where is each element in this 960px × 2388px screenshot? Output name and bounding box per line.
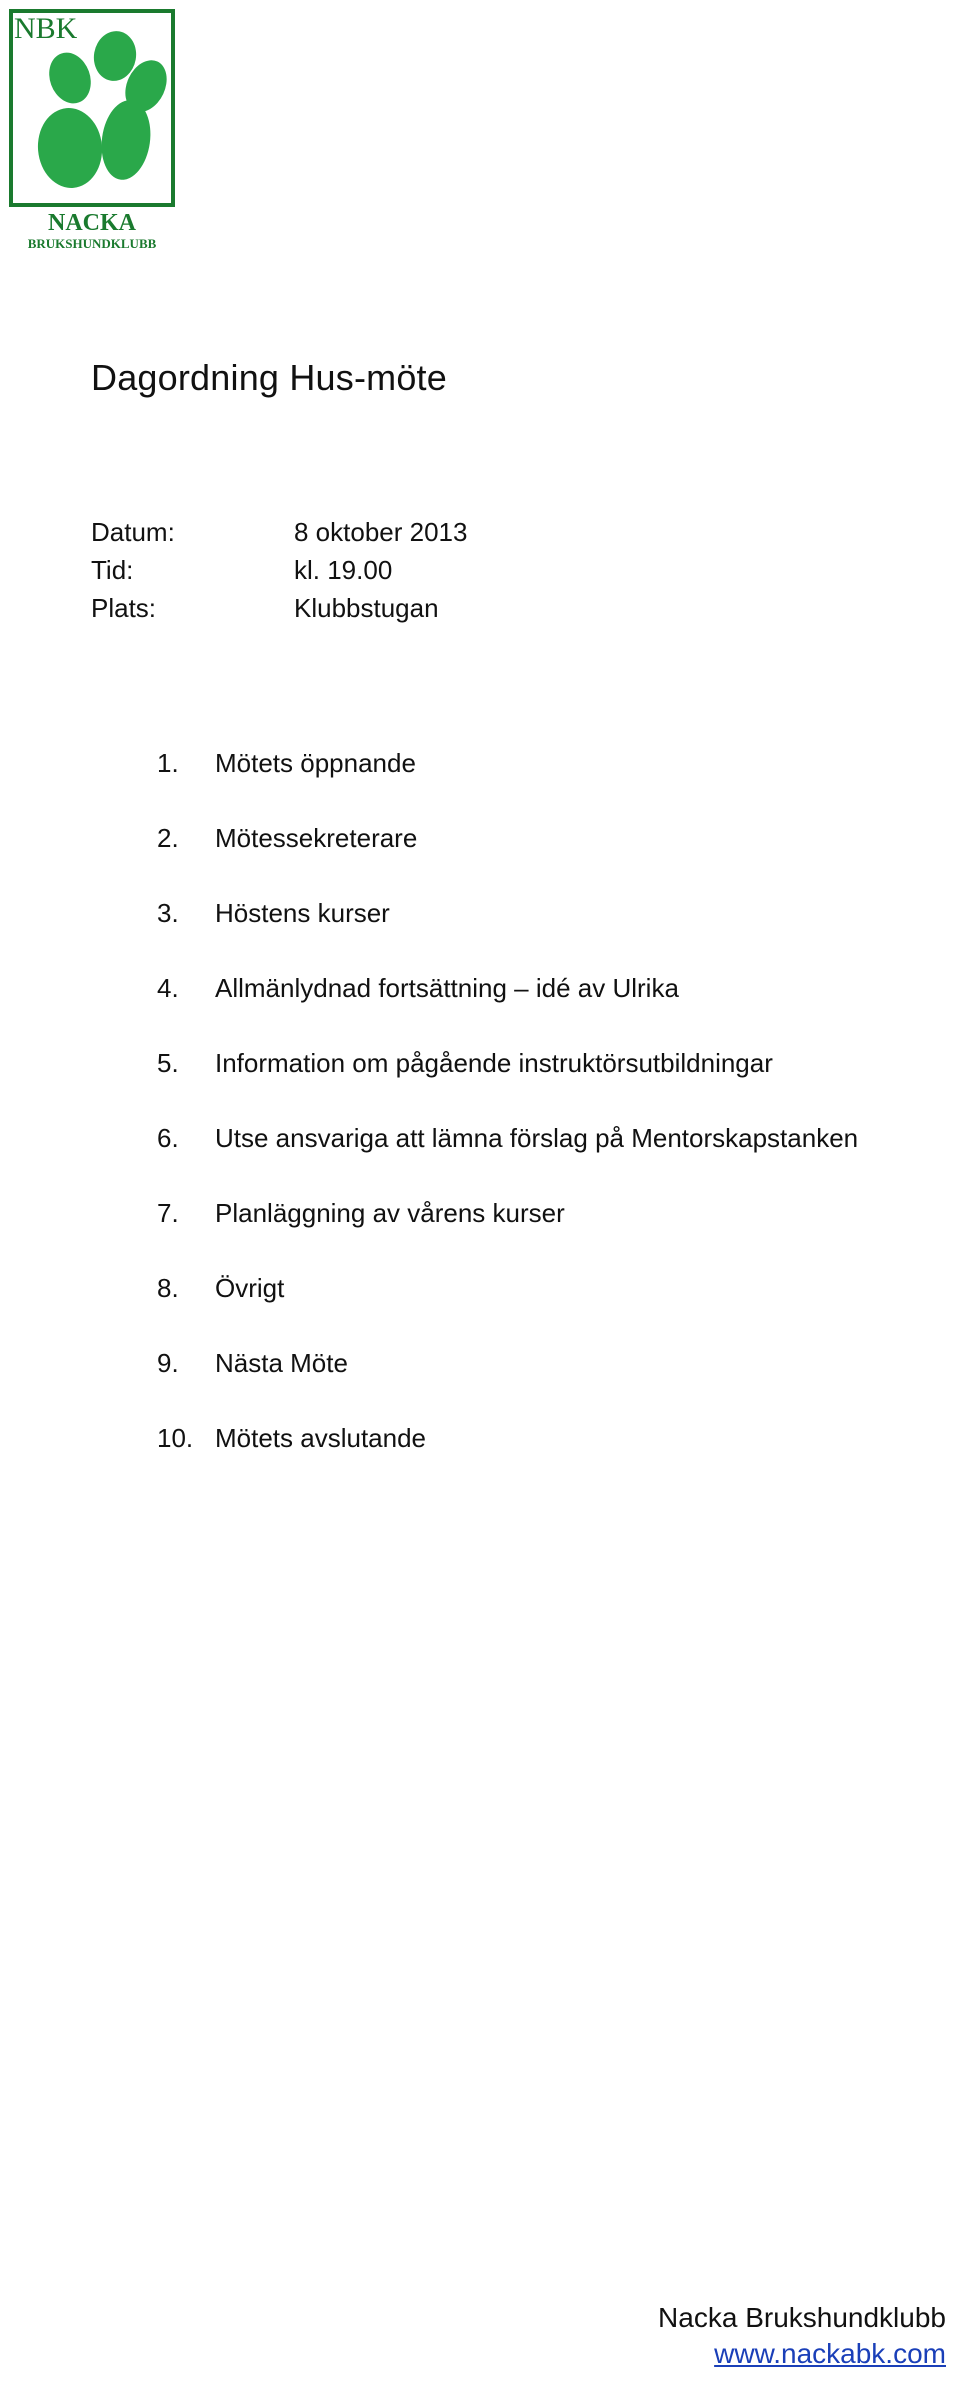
meta-value: 8 oktober 2013	[294, 516, 468, 547]
agenda-item-text: Planläggning av vårens kurser	[215, 1198, 565, 1228]
meta-row-tid	[91, 551, 467, 589]
agenda-item-text: Information om pågående instruktörsutbildningar	[215, 1048, 773, 1078]
agenda-item	[157, 726, 858, 801]
agenda-item-number: 6.	[157, 1123, 179, 1153]
agenda-item	[157, 1101, 858, 1176]
agenda-item	[157, 876, 858, 951]
agenda-item-text: Utse ansvariga att lämna förslag på Mentorskapstanken	[215, 1123, 859, 1153]
agenda-item-text: Höstens kurser	[215, 898, 390, 928]
footer	[658, 2300, 946, 2372]
agenda-item	[157, 801, 858, 876]
footer-website-link[interactable]: www.nackabk.com	[714, 2338, 946, 2369]
agenda-item-number: 5.	[157, 1048, 179, 1078]
agenda-item-number: 3.	[157, 898, 179, 928]
agenda-item-text: Mötets öppnande	[215, 748, 416, 778]
agenda-item-text: Allmänlydnad fortsättning – idé av Ulrika	[215, 973, 679, 1003]
meta-label: Tid:	[91, 554, 134, 585]
meta-row-plats	[91, 589, 467, 627]
agenda-item	[157, 1176, 858, 1251]
agenda-item-number: 4.	[157, 973, 179, 1003]
meta-label: Datum:	[91, 516, 175, 547]
agenda-list	[157, 726, 858, 1476]
agenda-item-number: 10.	[157, 1423, 194, 1453]
agenda-item	[157, 951, 858, 1026]
agenda-item	[157, 1251, 858, 1326]
page-title: Dagordning Hus-möte	[91, 357, 447, 398]
meeting-details	[91, 513, 467, 627]
agenda-item-number: 9.	[157, 1348, 179, 1378]
paw-toe-1	[42, 47, 97, 110]
club-logo	[8, 8, 180, 252]
meta-label: Plats:	[91, 592, 157, 623]
agenda-item	[157, 1326, 858, 1401]
meta-value: Klubbstugan	[294, 592, 439, 623]
agenda-item-number: 1.	[157, 748, 179, 778]
agenda-item-number: 7.	[157, 1198, 179, 1228]
agenda-item	[157, 1026, 858, 1101]
agenda-item-text: Nästa Möte	[215, 1348, 348, 1378]
logo-nbk-text: NBK	[14, 12, 78, 45]
logo-nacka-text: NACKA	[48, 210, 136, 236]
agenda-item-text: Mötets avslutande	[215, 1423, 427, 1453]
logo-brukshundklubb-text: BRUKSHUNDKLUBB	[27, 236, 157, 251]
agenda-item-number: 8.	[157, 1273, 179, 1303]
paw-logo-icon	[8, 8, 180, 252]
agenda-item	[157, 1401, 858, 1476]
agenda-item-text: Övrigt	[215, 1273, 285, 1303]
footer-org-name: Nacka Brukshundklubb	[658, 2302, 946, 2333]
meta-value: kl. 19.00	[294, 554, 393, 585]
agenda-item-text: Mötessekreterare	[215, 823, 418, 853]
paw-pad-left	[35, 105, 106, 190]
agenda-item-number: 2.	[157, 823, 179, 853]
meta-row-datum	[91, 513, 467, 551]
